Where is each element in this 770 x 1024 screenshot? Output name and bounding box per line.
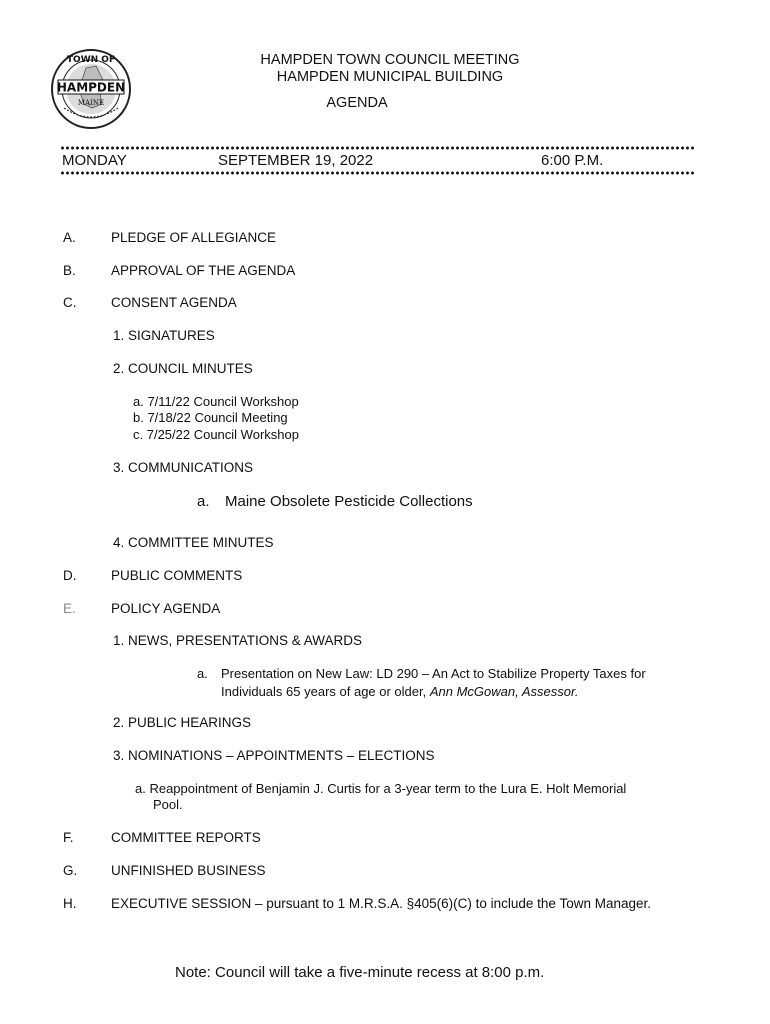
meeting-day: MONDAY bbox=[62, 152, 127, 169]
dotted-rule-bottom bbox=[60, 171, 694, 175]
item-executive-session: EXECUTIVE SESSION – pursuant to 1 M.R.S.A. §405(6)(C) to include the Town Manager. bbox=[111, 896, 651, 911]
consent-signatures: 1. SIGNATURES bbox=[113, 328, 215, 343]
recess-note: Note: Council will take a five-minute recess at 8:00 p.m. bbox=[175, 964, 545, 981]
policy-news-presentations: 1. NEWS, PRESENTATIONS & AWARDS bbox=[113, 633, 363, 648]
policy-nominations: 3. NOMINATIONS – APPOINTMENTS – ELECTIONS bbox=[113, 748, 435, 763]
svg-text:MAINE: MAINE bbox=[77, 99, 105, 107]
item-letter-h: H. bbox=[63, 896, 77, 911]
presentation-letter: a. bbox=[197, 666, 208, 681]
item-policy-agenda: POLICY AGENDA bbox=[111, 601, 221, 616]
dotted-rule-top bbox=[60, 146, 694, 150]
minutes-item: a. 7/11/22 Council Workshop bbox=[133, 394, 299, 409]
item-letter-a: A. bbox=[63, 230, 76, 245]
reappointment-line-2: Pool. bbox=[153, 797, 183, 812]
item-committee-reports: COMMITTEE REPORTS bbox=[111, 830, 261, 845]
consent-committee-minutes: 4. COMMITTEE MINUTES bbox=[113, 535, 274, 550]
meeting-title: HAMPDEN TOWN COUNCIL MEETING bbox=[260, 52, 520, 68]
minutes-item: c. 7/25/22 Council Workshop bbox=[133, 427, 299, 442]
item-letter-g: G. bbox=[63, 863, 78, 878]
minutes-item: b. 7/18/22 Council Meeting bbox=[133, 410, 288, 425]
item-unfinished-business: UNFINISHED BUSINESS bbox=[111, 863, 266, 878]
item-pledge: PLEDGE OF ALLEGIANCE bbox=[111, 230, 277, 245]
policy-public-hearings: 2. PUBLIC HEARINGS bbox=[113, 715, 252, 730]
item-public-comments: PUBLIC COMMENTS bbox=[111, 568, 243, 583]
item-letter-f: F. bbox=[63, 830, 74, 845]
consent-council-minutes: 2. COUNCIL MINUTES bbox=[113, 361, 253, 376]
presentation-line-1: Presentation on New Law: LD 290 – An Act to Stabilize Property Taxes for bbox=[221, 666, 646, 681]
presentation-text: Individuals 65 years of age or older, bbox=[221, 684, 430, 699]
communication-letter: a. bbox=[197, 493, 210, 510]
consent-communications: 3. COMMUNICATIONS bbox=[113, 460, 254, 475]
reappointment-line-1: a. Reappointment of Benjamin J. Curtis for a 3-year term to the Lura E. Holt Memorial bbox=[135, 781, 627, 796]
item-letter-b: B. bbox=[63, 263, 76, 278]
svg-text:TOWN OF: TOWN OF bbox=[66, 55, 116, 65]
meeting-date: SEPTEMBER 19, 2022 bbox=[218, 152, 374, 169]
item-approval: APPROVAL OF THE AGENDA bbox=[111, 263, 296, 278]
item-letter-c: C. bbox=[63, 295, 77, 310]
item-consent-agenda: CONSENT AGENDA bbox=[111, 295, 237, 310]
communication-item: Maine Obsolete Pesticide Collections bbox=[225, 493, 473, 510]
item-letter-d: D. bbox=[63, 568, 77, 583]
presentation-line-2 bbox=[221, 684, 578, 699]
svg-text:HAMPDEN: HAMPDEN bbox=[56, 80, 126, 95]
town-seal-logo bbox=[50, 48, 132, 130]
meeting-time: 6:00 P.M. bbox=[541, 152, 604, 169]
agenda-heading: AGENDA bbox=[326, 95, 388, 111]
presenter-name: Ann McGowan, Assessor. bbox=[429, 684, 579, 699]
item-letter-e: E. bbox=[63, 601, 76, 616]
meeting-location: HAMPDEN MUNICIPAL BUILDING bbox=[276, 69, 504, 85]
